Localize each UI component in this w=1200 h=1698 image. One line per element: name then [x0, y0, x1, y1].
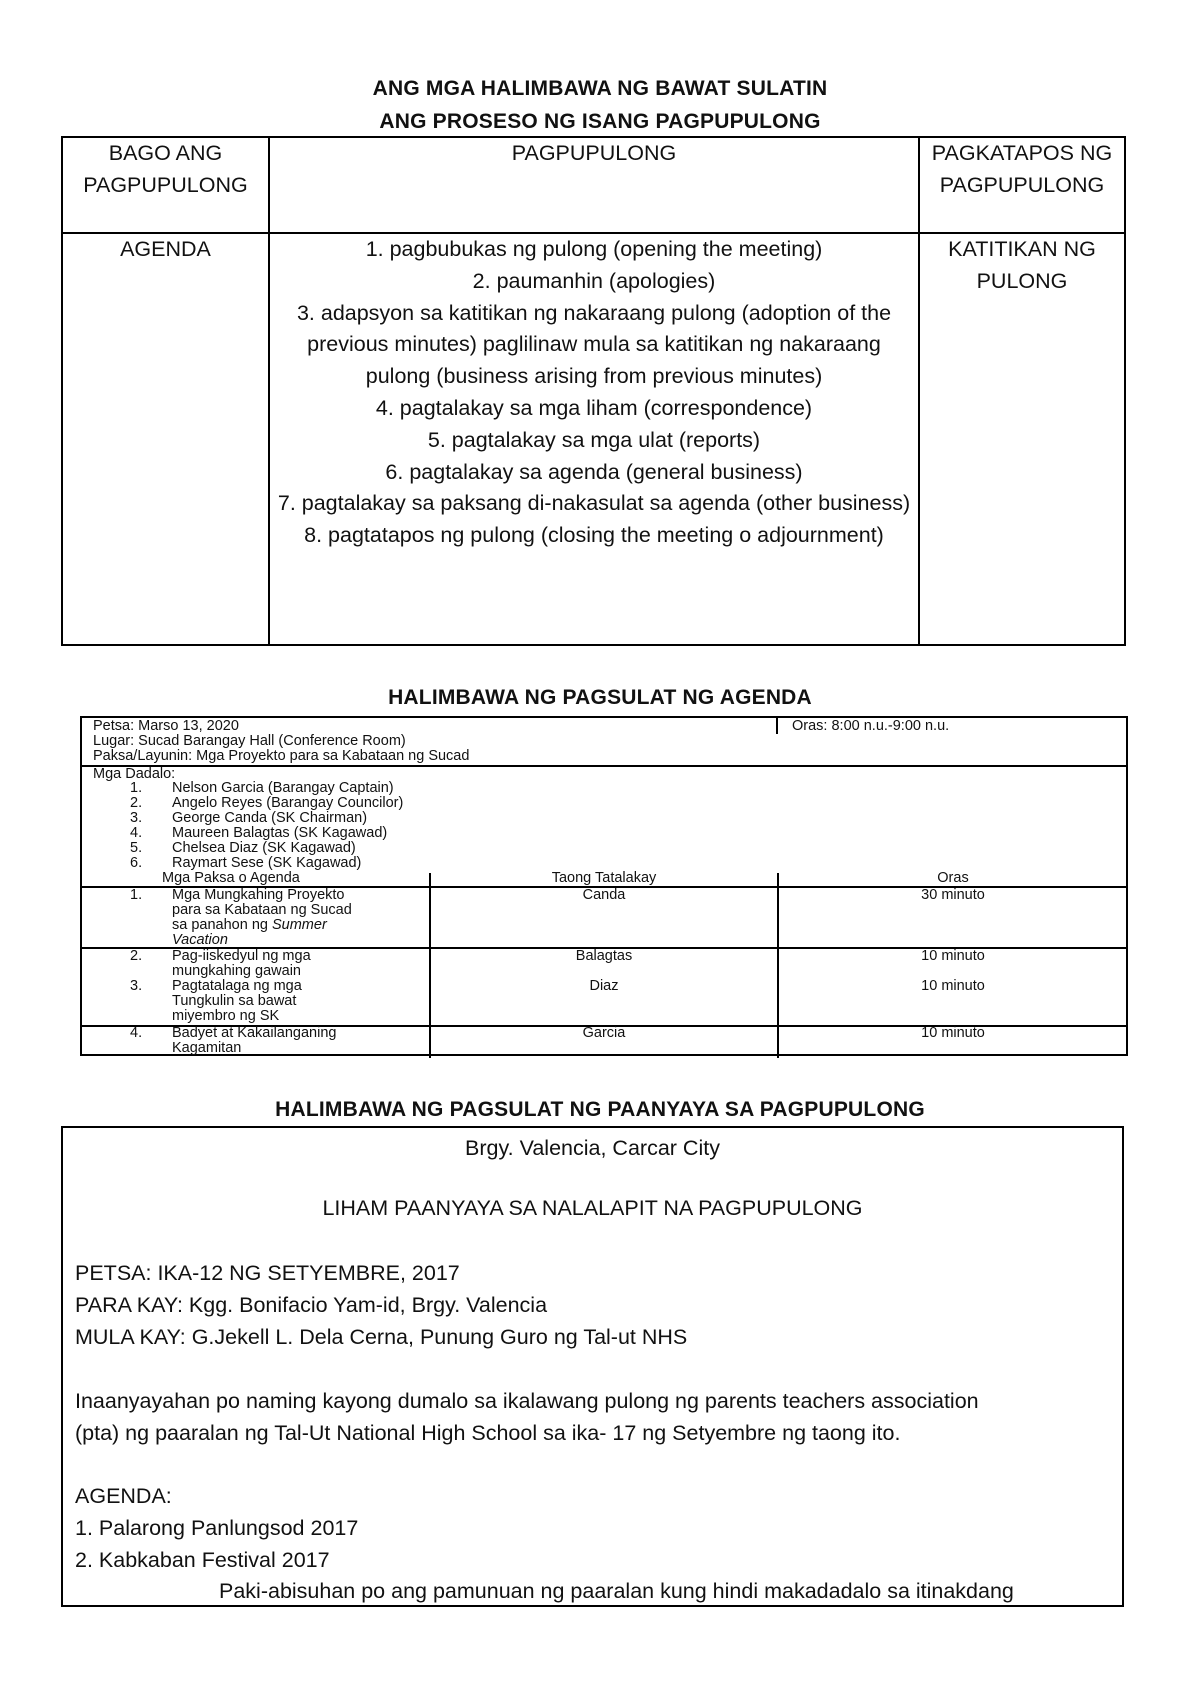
letter-sender: MULA KAY: G.Jekell L. Dela Cerna, Punung Guro ng Tal-ut NHS	[75, 1325, 688, 1349]
meeting-step: 6. pagtalakay sa agenda (general business)	[385, 459, 803, 484]
letter-agenda-item: 1. Palarong Panlungsod 2017	[75, 1516, 359, 1540]
main-title-line2: ANG PROSESO NG ISANG PAGPUPULONG	[379, 110, 821, 133]
agenda-row-topic: Badyet at Kakailanganing Kagamitan	[172, 1025, 337, 1056]
letter-agenda-item: 2. Kabkaban Festival 2017	[75, 1548, 330, 1572]
letter-body-line: Inaanyayahan po naming kayong dumalo sa ikalawang pulong ng parents teachers association	[75, 1389, 979, 1413]
agenda-row-topic: Pagtatalaga ng mga Tungkulin sa bawat miyembro ng SK	[172, 978, 302, 1024]
process-table	[61, 136, 1126, 646]
agenda-topic: Paksa/Layunin: Mga Proyekto para sa Kabataan ng Sucad	[93, 748, 470, 764]
letter-place: Brgy. Valencia, Carcar City	[465, 1136, 720, 1160]
meeting-step: 7. pagtalakay sa paksang di-nakasulat sa agenda (other business)	[277, 491, 911, 516]
agenda-row-person: Canda	[582, 887, 626, 903]
invitation-sample-title: HALIMBAWA NG PAGSULAT NG PAANYAYA SA PAGPUPULONG	[275, 1098, 925, 1121]
agenda-cell: AGENDA	[62, 233, 269, 645]
agenda-row-number: 1.	[130, 887, 143, 903]
agenda-row-number: 3.	[130, 978, 143, 994]
meeting-step: 8. pagtatapos ng pulong (closing the meeting o adjournment)	[304, 523, 884, 548]
meeting-step: 3. adapsyon sa katitikan ng nakaraang pulong (adoption of the previous minutes) paglilinaw mula sa katitikan ng nakaraang pulong (business arising from previous minutes)	[296, 300, 892, 389]
agenda-row-number: 2.	[130, 948, 143, 964]
process-table-header-row	[62, 137, 1125, 233]
agenda-row-person: Balagtas	[575, 948, 633, 964]
minutes-cell: KATITIKAN NG PULONG	[919, 233, 1125, 645]
agenda-row-topic: Mga Mungkahing Proyekto para sa Kabataan ng Sucad sa panahon ng Summer Vacation	[172, 887, 352, 948]
letter-agenda-label: AGENDA:	[75, 1484, 172, 1508]
agenda-sample-document: Petsa: Marso 13, 2020 Oras: 8:00 n.u.-9:00 n.u. Lugar: Sucad Barangay Hall (Conference Room) Paksa/Layunin: Mga Proyekto para sa Kabataan ng Sucad Mga Dadalo: 1. Nelson Garcia (Barangay Captain) 2. Angelo Reyes (Barangay Councilor) 3. George Canda (SK Chairman) 4. Maureen Balagtas (SK Kagawad) 5. Chelsea Diaz (SK Kagawad) 6. Raymart Sese (SK Kagawad) Mga Paksa o Agenda Taong Tatalakay Oras 1. Mga Mungkahing Proyekto para sa Kabataan ng Sucad sa panahon ng Summer Vacation Canda 30 minuto 2. Pag-iiskedyul ng mga mungkahing gawain Balagtas 10 minuto 3. Pagtatalaga ng mga Tungkulin sa bawat miyembro ng SK Diaz 10 minuto 4. Badyet at Kakailanganing Kagamitan Garcia 10 minuto	[80, 716, 1128, 1056]
letter-date: PETSA: IKA-12 NG SETYEMBRE, 2017	[75, 1261, 460, 1285]
meeting-step: 2. paumanhin (apologies)	[472, 268, 716, 293]
col-header-topics: Mga Paksa o Agenda	[162, 870, 300, 886]
divider	[776, 718, 778, 734]
main-title-line1: ANG MGA HALIMBAWA NG BAWAT SULATIN	[372, 77, 828, 100]
header-after-meeting: PAGKATAPOS NG PAGPUPULONG	[919, 137, 1125, 233]
agenda-row-person: Garcia	[582, 1025, 626, 1041]
process-table-body-row	[62, 233, 1125, 645]
agenda-date: Petsa: Marso 13, 2020	[93, 718, 239, 734]
agenda-time: Oras: 8:00 n.u.-9:00 n.u.	[792, 718, 950, 734]
meeting-step: 1. pagbubukas ng pulong (opening the meeting)	[365, 237, 823, 261]
letter-closing: Paki-abisuhan po ang pamunuan ng paaralan kung hindi makadadalo sa itinakdang	[219, 1579, 1014, 1603]
agenda-row-topic: Pag-iiskedyul ng mga mungkahing gawain	[172, 948, 311, 979]
agenda-row-number: 4.	[130, 1025, 143, 1041]
letter-body-line: (pta) ng paaralan ng Tal-Ut National High School sa ika- 17 ng Setyembre ng taong ito.	[75, 1421, 901, 1445]
header-before-meeting: BAGO ANG PAGPUPULONG	[62, 137, 269, 233]
agenda-row-person: Diaz	[589, 978, 619, 994]
meeting-step: 4. pagtalakay sa mga liham (correspondence)	[375, 395, 813, 420]
invitation-letter	[61, 1126, 1124, 1607]
meeting-step: 5. pagtalakay sa mga ulat (reports)	[427, 427, 761, 452]
agenda-row-time: 10 minuto	[921, 1025, 985, 1041]
attendees-label: Mga Dadalo:	[93, 766, 176, 782]
agenda-row-time: 10 minuto	[921, 978, 985, 994]
agenda-place: Lugar: Sucad Barangay Hall (Conference Room)	[93, 733, 406, 749]
divider	[82, 765, 1126, 767]
agenda-row-time: 10 minuto	[921, 948, 985, 964]
agenda-sample-title: HALIMBAWA NG PAGSULAT NG AGENDA	[388, 686, 812, 709]
meeting-steps-cell	[269, 233, 919, 645]
col-header-time: Oras	[937, 870, 969, 886]
agenda-row-time: 30 minuto	[921, 887, 985, 903]
letter-recipient: PARA KAY: Kgg. Bonifacio Yam-id, Brgy. Valencia	[75, 1293, 548, 1317]
header-meeting: PAGPUPULONG	[269, 137, 919, 233]
col-header-person: Taong Tatalakay	[551, 870, 657, 886]
letter-heading: LIHAM PAANYAYA SA NALALAPIT NA PAGPUPULONG	[322, 1196, 863, 1220]
